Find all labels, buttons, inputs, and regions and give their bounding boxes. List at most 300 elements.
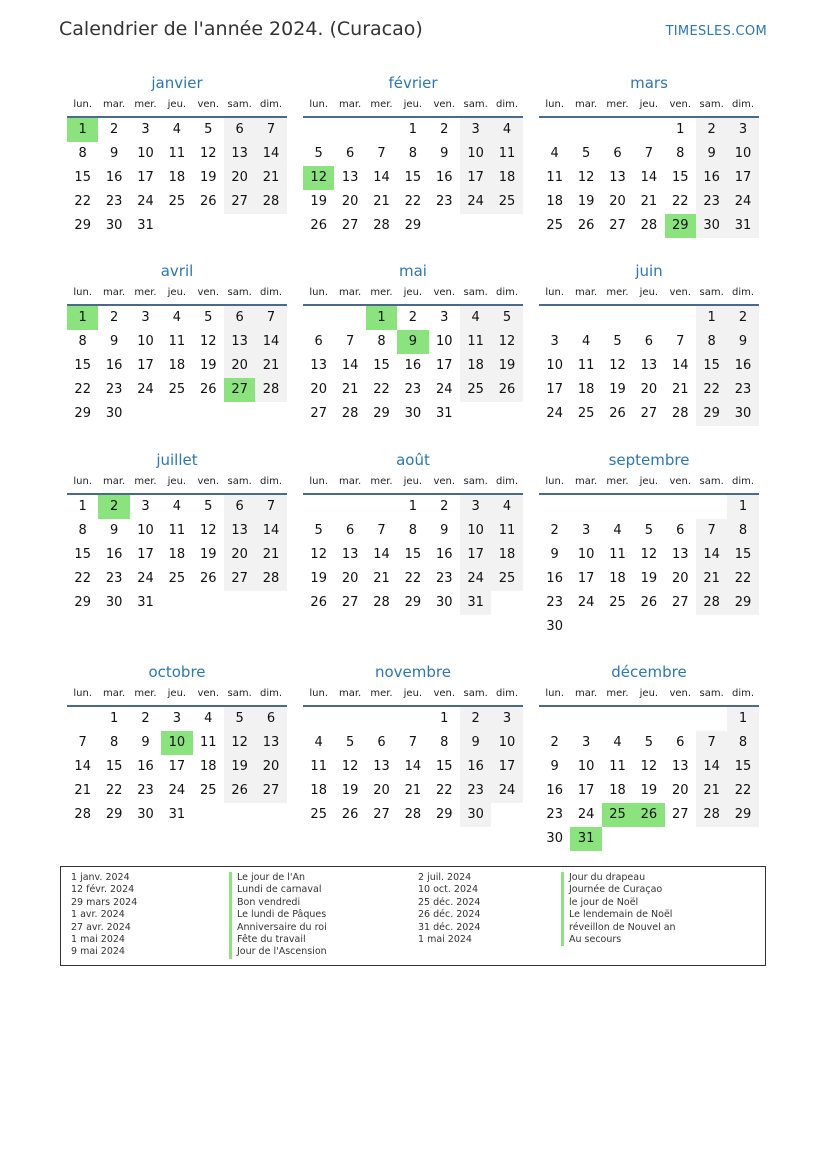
day-cell[interactable]: 26 — [199, 194, 217, 209]
day-cell[interactable]: 14 — [671, 358, 689, 373]
day-cell[interactable]: 18 — [491, 543, 522, 567]
day-cell[interactable]: 31 — [168, 807, 186, 822]
day-cell[interactable]: 9 — [550, 759, 559, 774]
day-cell[interactable]: 4 — [314, 735, 323, 750]
day-cell[interactable]: 19 — [310, 194, 327, 209]
day-cell[interactable]: 27 — [373, 807, 390, 822]
day-cell[interactable]: 23 — [696, 190, 727, 214]
day-cell[interactable]: 24 — [727, 190, 758, 214]
day-cell[interactable]: 23 — [546, 807, 563, 822]
day-cell[interactable]: 21 — [671, 382, 689, 397]
day-cell[interactable]: 7 — [377, 523, 386, 538]
holiday-day-cell[interactable]: 29 — [665, 214, 696, 238]
day-cell[interactable]: 29 — [74, 406, 91, 421]
day-cell[interactable]: 16 — [137, 759, 154, 774]
holiday-day-cell[interactable]: 26 — [633, 803, 664, 827]
day-cell[interactable]: 7 — [255, 495, 286, 519]
day-cell[interactable]: 20 — [341, 571, 359, 586]
day-cell[interactable]: 13 — [224, 519, 255, 543]
day-cell[interactable]: 3 — [440, 310, 449, 325]
day-cell[interactable]: 28 — [404, 807, 422, 822]
day-cell[interactable]: 24 — [546, 406, 563, 421]
day-cell[interactable]: 6 — [676, 735, 685, 750]
day-cell[interactable]: 25 — [577, 406, 595, 421]
day-cell[interactable]: 29 — [373, 406, 390, 421]
day-cell[interactable]: 15 — [74, 358, 91, 373]
day-cell[interactable]: 24 — [577, 595, 595, 610]
day-cell[interactable]: 21 — [74, 783, 91, 798]
day-cell[interactable]: 28 — [74, 807, 91, 822]
day-cell[interactable]: 1 — [109, 711, 119, 726]
day-cell[interactable]: 27 — [310, 406, 327, 421]
day-cell[interactable]: 20 — [373, 783, 390, 798]
day-cell[interactable]: 10 — [577, 759, 595, 774]
day-cell[interactable]: 25 — [546, 218, 563, 233]
day-cell[interactable]: 18 — [546, 194, 563, 209]
day-cell[interactable]: 16 — [696, 166, 727, 190]
day-cell[interactable]: 17 — [435, 358, 453, 373]
day-cell[interactable]: 15 — [404, 547, 422, 562]
day-cell[interactable]: 2 — [440, 122, 449, 137]
day-cell[interactable]: 17 — [168, 759, 186, 774]
day-cell[interactable]: 22 — [727, 779, 758, 803]
day-cell[interactable]: 29 — [74, 595, 91, 610]
day-cell[interactable]: 3 — [141, 499, 150, 514]
day-cell[interactable]: 8 — [377, 334, 386, 349]
day-cell[interactable]: 10 — [491, 731, 522, 755]
day-cell[interactable]: 20 — [224, 354, 255, 378]
day-cell[interactable]: 6 — [644, 334, 653, 349]
day-cell[interactable]: 28 — [671, 406, 689, 421]
day-cell[interactable]: 19 — [640, 783, 658, 798]
day-cell[interactable]: 30 — [727, 402, 758, 426]
day-cell[interactable]: 26 — [310, 595, 327, 610]
day-cell[interactable]: 21 — [373, 194, 390, 209]
day-cell[interactable]: 8 — [408, 523, 417, 538]
day-cell[interactable]: 21 — [255, 354, 286, 378]
day-cell[interactable]: 5 — [204, 122, 213, 137]
day-cell[interactable]: 11 — [310, 759, 327, 774]
day-cell[interactable]: 2 — [550, 735, 559, 750]
day-cell[interactable]: 20 — [671, 783, 689, 798]
day-cell[interactable]: 13 — [224, 142, 255, 166]
day-cell[interactable]: 30 — [137, 807, 154, 822]
day-cell[interactable]: 2 — [550, 523, 559, 538]
day-cell[interactable]: 7 — [377, 146, 386, 161]
day-cell[interactable]: 3 — [581, 523, 591, 538]
day-cell[interactable]: 3 — [581, 735, 591, 750]
day-cell[interactable]: 29 — [404, 218, 422, 233]
day-cell[interactable]: 17 — [137, 358, 154, 373]
day-cell[interactable]: 31 — [460, 591, 491, 615]
day-cell[interactable]: 8 — [408, 146, 417, 161]
day-cell[interactable]: 14 — [373, 170, 390, 185]
day-cell[interactable]: 25 — [491, 190, 522, 214]
day-cell[interactable]: 27 — [640, 406, 658, 421]
day-cell[interactable]: 19 — [224, 755, 255, 779]
day-cell[interactable]: 11 — [609, 759, 626, 774]
day-cell[interactable]: 9 — [440, 146, 449, 161]
day-cell[interactable]: 17 — [577, 783, 595, 798]
day-cell[interactable]: 31 — [137, 218, 154, 233]
day-cell[interactable]: 1 — [440, 711, 449, 726]
day-cell[interactable]: 29 — [74, 218, 91, 233]
day-cell[interactable]: 28 — [640, 218, 658, 233]
day-cell[interactable]: 19 — [199, 170, 217, 185]
day-cell[interactable]: 17 — [577, 571, 595, 586]
day-cell[interactable]: 24 — [577, 807, 595, 822]
day-cell[interactable]: 13 — [671, 759, 689, 774]
day-cell[interactable]: 7 — [255, 306, 286, 330]
day-cell[interactable]: 6 — [224, 495, 255, 519]
day-cell[interactable]: 10 — [435, 334, 453, 349]
day-cell[interactable]: 11 — [168, 334, 186, 349]
day-cell[interactable]: 28 — [255, 190, 286, 214]
day-cell[interactable]: 11 — [491, 142, 522, 166]
day-cell[interactable]: 13 — [671, 547, 689, 562]
day-cell[interactable]: 28 — [255, 378, 286, 402]
day-cell[interactable]: 15 — [105, 759, 123, 774]
day-cell[interactable]: 28 — [696, 591, 727, 615]
day-cell[interactable]: 10 — [577, 547, 595, 562]
day-cell[interactable]: 9 — [109, 334, 119, 349]
day-cell[interactable]: 4 — [491, 495, 522, 519]
day-cell[interactable]: 29 — [696, 402, 727, 426]
day-cell[interactable]: 19 — [199, 547, 217, 562]
day-cell[interactable]: 25 — [199, 783, 217, 798]
day-cell[interactable]: 13 — [609, 170, 626, 185]
day-cell[interactable]: 11 — [577, 358, 595, 373]
day-cell[interactable]: 13 — [310, 358, 327, 373]
day-cell[interactable]: 26 — [199, 382, 217, 397]
day-cell[interactable]: 20 — [341, 194, 359, 209]
day-cell[interactable]: 30 — [105, 406, 123, 421]
day-cell[interactable]: 2 — [440, 499, 449, 514]
day-cell[interactable]: 7 — [676, 334, 685, 349]
day-cell[interactable]: 12 — [640, 759, 658, 774]
day-cell[interactable]: 30 — [696, 214, 727, 238]
day-cell[interactable]: 4 — [172, 122, 181, 137]
day-cell[interactable]: 9 — [550, 547, 559, 562]
day-cell[interactable]: 15 — [74, 170, 91, 185]
day-cell[interactable]: 13 — [373, 759, 390, 774]
day-cell[interactable]: 10 — [137, 334, 154, 349]
holiday-day-cell[interactable]: 27 — [224, 378, 255, 402]
day-cell[interactable]: 9 — [109, 146, 119, 161]
day-cell[interactable]: 27 — [609, 218, 626, 233]
day-cell[interactable]: 25 — [491, 567, 522, 591]
day-cell[interactable]: 28 — [373, 595, 390, 610]
day-cell[interactable]: 15 — [404, 170, 422, 185]
day-cell[interactable]: 19 — [491, 354, 522, 378]
day-cell[interactable]: 23 — [546, 595, 563, 610]
day-cell[interactable]: 14 — [74, 759, 91, 774]
day-cell[interactable]: 5 — [491, 306, 522, 330]
day-cell[interactable]: 8 — [78, 523, 87, 538]
day-cell[interactable]: 25 — [609, 595, 626, 610]
day-cell[interactable]: 6 — [613, 146, 622, 161]
day-cell[interactable]: 17 — [460, 543, 491, 567]
day-cell[interactable]: 16 — [105, 170, 123, 185]
day-cell[interactable]: 11 — [609, 547, 626, 562]
holiday-day-cell[interactable]: 9 — [397, 330, 428, 354]
day-cell[interactable]: 2 — [109, 310, 119, 325]
day-cell[interactable]: 5 — [613, 334, 622, 349]
day-cell[interactable]: 18 — [609, 571, 626, 586]
day-cell[interactable]: 28 — [255, 567, 286, 591]
day-cell[interactable]: 3 — [460, 118, 491, 142]
day-cell[interactable]: 27 — [671, 807, 689, 822]
day-cell[interactable]: 26 — [491, 378, 522, 402]
day-cell[interactable]: 11 — [199, 735, 217, 750]
day-cell[interactable]: 12 — [577, 170, 595, 185]
day-cell[interactable]: 12 — [609, 358, 626, 373]
day-cell[interactable]: 8 — [78, 146, 87, 161]
holiday-day-cell[interactable]: 1 — [366, 306, 397, 330]
day-cell[interactable]: 22 — [404, 194, 422, 209]
day-cell[interactable]: 2 — [696, 118, 727, 142]
day-cell[interactable]: 20 — [310, 382, 327, 397]
day-cell[interactable]: 24 — [491, 779, 522, 803]
day-cell[interactable]: 7 — [696, 731, 727, 755]
day-cell[interactable]: 23 — [404, 382, 422, 397]
day-cell[interactable]: 11 — [460, 330, 491, 354]
day-cell[interactable]: 22 — [105, 783, 123, 798]
day-cell[interactable]: 19 — [577, 194, 595, 209]
day-cell[interactable]: 12 — [199, 334, 217, 349]
day-cell[interactable]: 10 — [460, 519, 491, 543]
day-cell[interactable]: 8 — [676, 146, 685, 161]
day-cell[interactable]: 3 — [172, 711, 181, 726]
day-cell[interactable]: 4 — [204, 711, 213, 726]
day-cell[interactable]: 4 — [613, 523, 622, 538]
day-cell[interactable]: 26 — [310, 218, 327, 233]
day-cell[interactable]: 13 — [224, 330, 255, 354]
day-cell[interactable]: 11 — [168, 146, 186, 161]
day-cell[interactable]: 19 — [640, 571, 658, 586]
day-cell[interactable]: 26 — [640, 595, 658, 610]
day-cell[interactable]: 27 — [224, 567, 255, 591]
day-cell[interactable]: 26 — [341, 807, 359, 822]
day-cell[interactable]: 23 — [727, 378, 758, 402]
day-cell[interactable]: 6 — [345, 523, 355, 538]
day-cell[interactable]: 1 — [408, 122, 417, 137]
day-cell[interactable]: 16 — [460, 755, 491, 779]
day-cell[interactable]: 28 — [696, 803, 727, 827]
holiday-day-cell[interactable]: 1 — [67, 306, 98, 330]
day-cell[interactable]: 16 — [546, 783, 563, 798]
day-cell[interactable]: 25 — [168, 382, 186, 397]
day-cell[interactable]: 24 — [137, 571, 154, 586]
day-cell[interactable]: 6 — [314, 334, 323, 349]
day-cell[interactable]: 30 — [546, 619, 563, 634]
day-cell[interactable]: 8 — [78, 334, 87, 349]
day-cell[interactable]: 17 — [137, 170, 154, 185]
day-cell[interactable]: 18 — [460, 354, 491, 378]
day-cell[interactable]: 24 — [460, 567, 491, 591]
day-cell[interactable]: 6 — [345, 146, 355, 161]
day-cell[interactable]: 28 — [341, 406, 359, 421]
day-cell[interactable]: 18 — [577, 382, 595, 397]
day-cell[interactable]: 21 — [373, 571, 390, 586]
day-cell[interactable]: 27 — [255, 779, 286, 803]
day-cell[interactable]: 21 — [341, 382, 359, 397]
day-cell[interactable]: 20 — [255, 755, 286, 779]
day-cell[interactable]: 20 — [609, 194, 626, 209]
day-cell[interactable]: 25 — [168, 194, 186, 209]
day-cell[interactable]: 13 — [341, 547, 359, 562]
day-cell[interactable]: 23 — [105, 194, 123, 209]
day-cell[interactable]: 17 — [491, 755, 522, 779]
day-cell[interactable]: 4 — [460, 306, 491, 330]
day-cell[interactable]: 9 — [141, 735, 150, 750]
day-cell[interactable]: 5 — [644, 523, 653, 538]
day-cell[interactable]: 9 — [727, 330, 758, 354]
day-cell[interactable]: 12 — [224, 731, 255, 755]
holiday-day-cell[interactable]: 25 — [602, 803, 633, 827]
day-cell[interactable]: 30 — [546, 831, 563, 846]
day-cell[interactable]: 7 — [255, 118, 286, 142]
day-cell[interactable]: 25 — [460, 378, 491, 402]
day-cell[interactable]: 14 — [341, 358, 359, 373]
day-cell[interactable]: 16 — [435, 170, 453, 185]
day-cell[interactable]: 7 — [696, 519, 727, 543]
day-cell[interactable]: 27 — [671, 595, 689, 610]
day-cell[interactable]: 31 — [435, 406, 453, 421]
day-cell[interactable]: 22 — [74, 194, 91, 209]
day-cell[interactable]: 21 — [404, 783, 422, 798]
day-cell[interactable]: 8 — [727, 519, 758, 543]
day-cell[interactable]: 22 — [727, 567, 758, 591]
day-cell[interactable]: 26 — [577, 218, 595, 233]
day-cell[interactable]: 16 — [105, 358, 123, 373]
day-cell[interactable]: 12 — [341, 759, 359, 774]
day-cell[interactable]: 30 — [105, 218, 123, 233]
day-cell[interactable]: 11 — [491, 519, 522, 543]
day-cell[interactable]: 16 — [105, 547, 123, 562]
day-cell[interactable]: 22 — [696, 378, 727, 402]
day-cell[interactable]: 8 — [727, 731, 758, 755]
day-cell[interactable]: 21 — [696, 567, 727, 591]
day-cell[interactable]: 29 — [727, 803, 758, 827]
day-cell[interactable]: 30 — [460, 803, 491, 827]
day-cell[interactable]: 24 — [137, 382, 154, 397]
day-cell[interactable]: 3 — [727, 118, 758, 142]
day-cell[interactable]: 14 — [696, 543, 727, 567]
day-cell[interactable]: 15 — [727, 755, 758, 779]
day-cell[interactable]: 14 — [255, 142, 286, 166]
day-cell[interactable]: 3 — [550, 334, 559, 349]
day-cell[interactable]: 18 — [168, 358, 186, 373]
day-cell[interactable]: 29 — [404, 595, 422, 610]
day-cell[interactable]: 20 — [224, 166, 255, 190]
day-cell[interactable]: 4 — [550, 146, 559, 161]
day-cell[interactable]: 10 — [546, 358, 563, 373]
day-cell[interactable]: 1 — [727, 495, 758, 519]
day-cell[interactable]: 18 — [168, 170, 186, 185]
day-cell[interactable]: 15 — [373, 358, 390, 373]
day-cell[interactable]: 12 — [199, 523, 217, 538]
day-cell[interactable]: 11 — [168, 523, 186, 538]
day-cell[interactable]: 18 — [310, 783, 327, 798]
day-cell[interactable]: 1 — [78, 499, 87, 514]
day-cell[interactable]: 1 — [696, 306, 727, 330]
day-cell[interactable]: 5 — [644, 735, 653, 750]
day-cell[interactable]: 23 — [460, 779, 491, 803]
day-cell[interactable]: 6 — [377, 735, 386, 750]
day-cell[interactable]: 16 — [404, 358, 422, 373]
day-cell[interactable]: 14 — [696, 755, 727, 779]
day-cell[interactable]: 20 — [671, 571, 689, 586]
day-cell[interactable]: 7 — [644, 146, 653, 161]
day-cell[interactable]: 6 — [676, 523, 685, 538]
day-cell[interactable]: 14 — [404, 759, 422, 774]
day-cell[interactable]: 20 — [224, 543, 255, 567]
day-cell[interactable]: 15 — [435, 759, 453, 774]
day-cell[interactable]: 22 — [671, 194, 689, 209]
day-cell[interactable]: 3 — [141, 310, 150, 325]
day-cell[interactable]: 27 — [224, 190, 255, 214]
day-cell[interactable]: 14 — [255, 330, 286, 354]
day-cell[interactable]: 16 — [546, 571, 563, 586]
day-cell[interactable]: 18 — [168, 547, 186, 562]
day-cell[interactable]: 25 — [310, 807, 327, 822]
day-cell[interactable]: 27 — [341, 218, 359, 233]
day-cell[interactable]: 9 — [440, 523, 449, 538]
day-cell[interactable]: 4 — [172, 310, 181, 325]
day-cell[interactable]: 7 — [345, 334, 355, 349]
day-cell[interactable]: 8 — [696, 330, 727, 354]
day-cell[interactable]: 28 — [373, 218, 390, 233]
day-cell[interactable]: 16 — [727, 354, 758, 378]
day-cell[interactable]: 4 — [491, 118, 522, 142]
day-cell[interactable]: 15 — [671, 170, 689, 185]
day-cell[interactable]: 20 — [640, 382, 658, 397]
day-cell[interactable]: 2 — [141, 711, 150, 726]
day-cell[interactable]: 5 — [314, 523, 323, 538]
day-cell[interactable]: 21 — [696, 779, 727, 803]
day-cell[interactable]: 13 — [640, 358, 658, 373]
day-cell[interactable]: 19 — [609, 382, 626, 397]
day-cell[interactable]: 21 — [255, 166, 286, 190]
day-cell[interactable]: 6 — [255, 707, 286, 731]
day-cell[interactable]: 9 — [696, 142, 727, 166]
day-cell[interactable]: 24 — [460, 190, 491, 214]
day-cell[interactable]: 30 — [435, 595, 453, 610]
holiday-day-cell[interactable]: 2 — [98, 495, 129, 519]
day-cell[interactable]: 13 — [341, 170, 359, 185]
day-cell[interactable]: 5 — [204, 499, 213, 514]
day-cell[interactable]: 24 — [168, 783, 186, 798]
day-cell[interactable]: 2 — [460, 707, 491, 731]
day-cell[interactable]: 15 — [696, 354, 727, 378]
day-cell[interactable]: 18 — [199, 759, 217, 774]
day-cell[interactable]: 17 — [727, 166, 758, 190]
day-cell[interactable]: 23 — [435, 194, 453, 209]
day-cell[interactable]: 5 — [204, 310, 213, 325]
day-cell[interactable]: 16 — [435, 547, 453, 562]
day-cell[interactable]: 25 — [168, 571, 186, 586]
day-cell[interactable]: 18 — [609, 783, 626, 798]
day-cell[interactable]: 29 — [105, 807, 123, 822]
day-cell[interactable]: 21 — [255, 543, 286, 567]
day-cell[interactable]: 24 — [137, 194, 154, 209]
day-cell[interactable]: 29 — [727, 591, 758, 615]
day-cell[interactable]: 4 — [172, 499, 181, 514]
day-cell[interactable]: 1 — [727, 707, 758, 731]
day-cell[interactable]: 8 — [440, 735, 449, 750]
day-cell[interactable]: 17 — [546, 382, 563, 397]
